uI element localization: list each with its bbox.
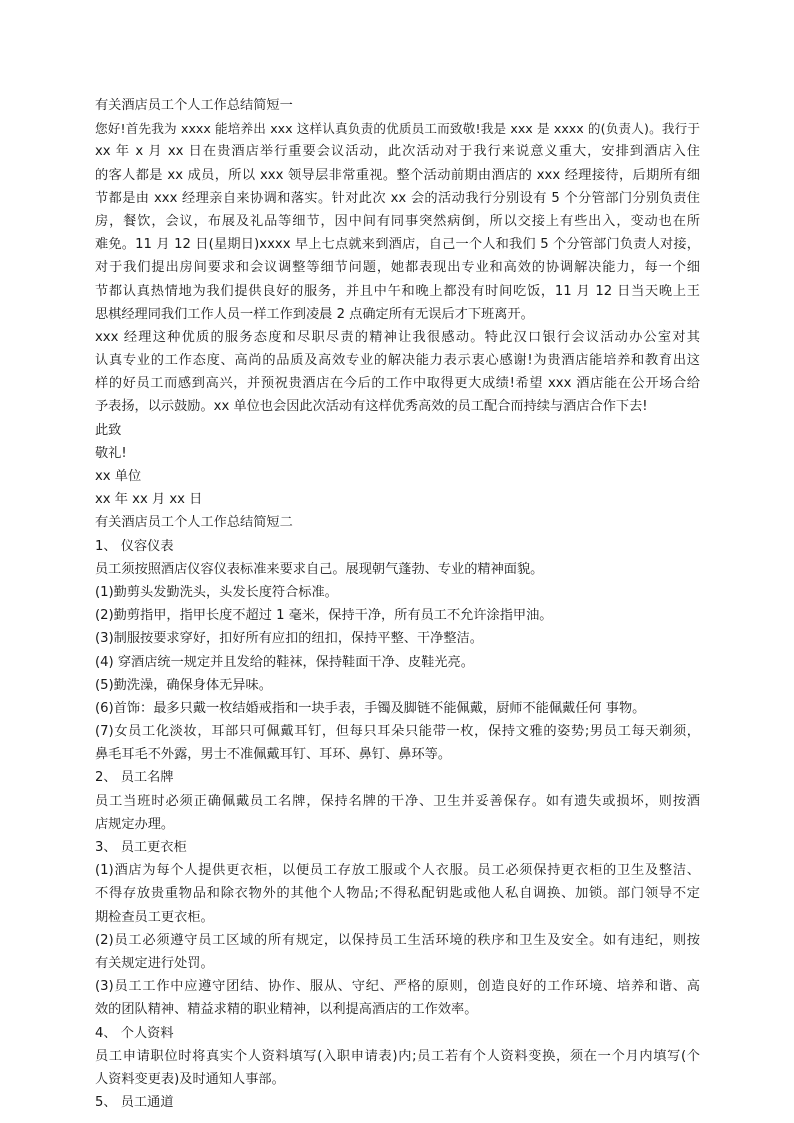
text-line: (2)员工必须遵守员工区域的所有规定，以保持员工生活环境的秩序和卫生及安全。如有违纪，则按 — [95, 932, 700, 948]
text-line: 敬礼! — [95, 445, 127, 461]
text-line: 节都认真热情地为我们提供良好的服务，并且中午和晚上都没有时间吃饭，11 月 12 日当天晚上王 — [95, 283, 700, 299]
text-line: 有关规定进行处罚。 — [95, 955, 214, 971]
text-line: 效的团队精神、精益求精的职业精神，以利提高酒店的工作效率。 — [95, 1002, 478, 1018]
text-line: 思棋经理同我们工作人员一样工作到凌晨 2 点确定所有无误后才下班离开。 — [95, 306, 534, 322]
text-line: 认真专业的工作态度、高尚的品质及高效专业的解决能力表示衷心感谢!为贵酒店能培养和教育出这 — [95, 353, 700, 369]
text-line: 您好!首先我为 xxxx 能培养出 xxx 这样认真负责的优质员工而致敬!我是 xxx 是 xxxx 的(负责人)。我行于 — [95, 121, 700, 137]
text-line: 人资料变更表)及时通知人事部。 — [95, 1071, 285, 1087]
text-line: xxx 经理这种优质的服务态度和尽职尽责的精神让我很感动。特此汉口银行会议活动办公室对其 — [95, 329, 700, 345]
text-line: 此致 — [95, 422, 122, 438]
text-line: 2、 员工名牌 — [95, 770, 174, 786]
text-line: 鼻毛耳毛不外露，男士不准佩戴耳钉、耳环、鼻钉、鼻环等。 — [95, 747, 452, 763]
text-line: 员工须按照酒店仪容仪表标准来要求自己。展现朝气蓬勃、专业的精神面貌。 — [95, 561, 544, 577]
text-line: 予表扬，以示鼓励。xx 单位也会因此次活动有这样优秀高效的员工配合而持续与酒店合作下去! — [95, 399, 648, 415]
text-line: xx 年 x 月 xx 日在贵酒店举行重要会议活动，此次活动对于我行来说意义重大，安排到酒店入住 — [95, 144, 700, 160]
text-line: 有关酒店员工个人工作总结简短二 — [95, 515, 293, 531]
text-line: (7)女员工化淡妆，耳部只可佩戴耳钉，但每只耳朵只能带一枚，保持文雅的姿势;男员工每天剃须， — [95, 724, 700, 740]
text-line: 1、 仪容仪表 — [95, 538, 174, 554]
text-line: (5)勤洗澡，确保身体无异味。 — [95, 677, 272, 693]
text-line: 房，餐饮，会议，布展及礼品等细节，因中间有同事突然病倒，所以交接上有些出入，变动也在所 — [95, 213, 700, 229]
text-line: 对于我们提出房间要求和会议调整等细节问题，她都表现出专业和高效的协调解决能力，每一个细 — [95, 260, 700, 276]
text-line: (1)酒店为每个人提供更衣柜，以便员工存放工服或个人衣服。员工必须保持更衣柜的卫生及整洁、 — [95, 863, 700, 879]
text-line: (3)制服按要求穿好，扣好所有应扣的纽扣，保持平整、干净整洁。 — [95, 631, 483, 647]
text-line: 店规定办理。 — [95, 816, 175, 832]
text-line: 期检查员工更衣柜。 — [95, 909, 214, 925]
text-line: 样的好员工而感到高兴，并预祝贵酒店在今后的工作中取得更大成绩!希望 xxx 酒店能在公开场合给 — [95, 376, 700, 392]
text-line: xx 单位 — [95, 469, 142, 484]
document-body — [95, 94, 700, 1114]
text-line: 有关酒店员工个人工作总结简短一 — [95, 98, 293, 113]
text-line: 员工当班时必须正确佩戴员工名牌，保持名牌的干净、卫生并妥善保存。如有遗失或损坏，则按酒 — [95, 793, 700, 809]
text-line: xx 年 xx 月 xx 日 — [95, 492, 203, 508]
text-line: (6)首饰：最多只戴一枚结婚戒指和一块手表，手镯及脚链不能佩戴，厨师不能佩戴任何 事物。 — [95, 700, 646, 716]
text-line: 员工申请职位时将真实个人资料填写(入职申请表)内;员工若有个人资料变换，须在一个月内填写(个 — [95, 1048, 700, 1064]
text-line: 3、 员工更衣柜 — [95, 840, 187, 855]
text-line: 难免。11 月 12 日(星期日)xxxx 早上七点就来到酒店，自己一个人和我们 5 个分管部门负责人对接， — [95, 237, 700, 253]
text-line: 不得存放贵重物品和除衣物外的其他个人物品;不得私配钥匙或他人私自调换、加锁。部门领导不定 — [95, 886, 700, 902]
text-line: (1)勤剪头发勤洗头，头发长度符合标准。 — [95, 584, 338, 600]
text-line: 节都是由 xxx 经理亲自来协调和落实。针对此次 xx 会的活动我行分别设有 5 个分管部门分别负责住 — [95, 190, 700, 206]
text-line: 5、 员工通道 — [95, 1095, 174, 1111]
text-line: (2)勤剪指甲，指甲长度不超过 1 毫米，保持干净，所有员工不允许涂指甲油。 — [95, 608, 553, 624]
text-line: (4) 穿酒店统一规定并且发给的鞋袜，保持鞋面干净、皮鞋光亮。 — [95, 654, 474, 670]
text-line: (3)员工工作中应遵守团结、协作、服从、守纪、严格的原则，创造良好的工作环境、培养和谐、高 — [95, 979, 700, 995]
text-line: 的客人都是 xx 成员，所以 xxx 领导层非常重视。整个活动前期由酒店的 xxx 经理接待，后期所有细 — [95, 167, 700, 183]
text-line: 4、 个人资料 — [95, 1025, 174, 1041]
